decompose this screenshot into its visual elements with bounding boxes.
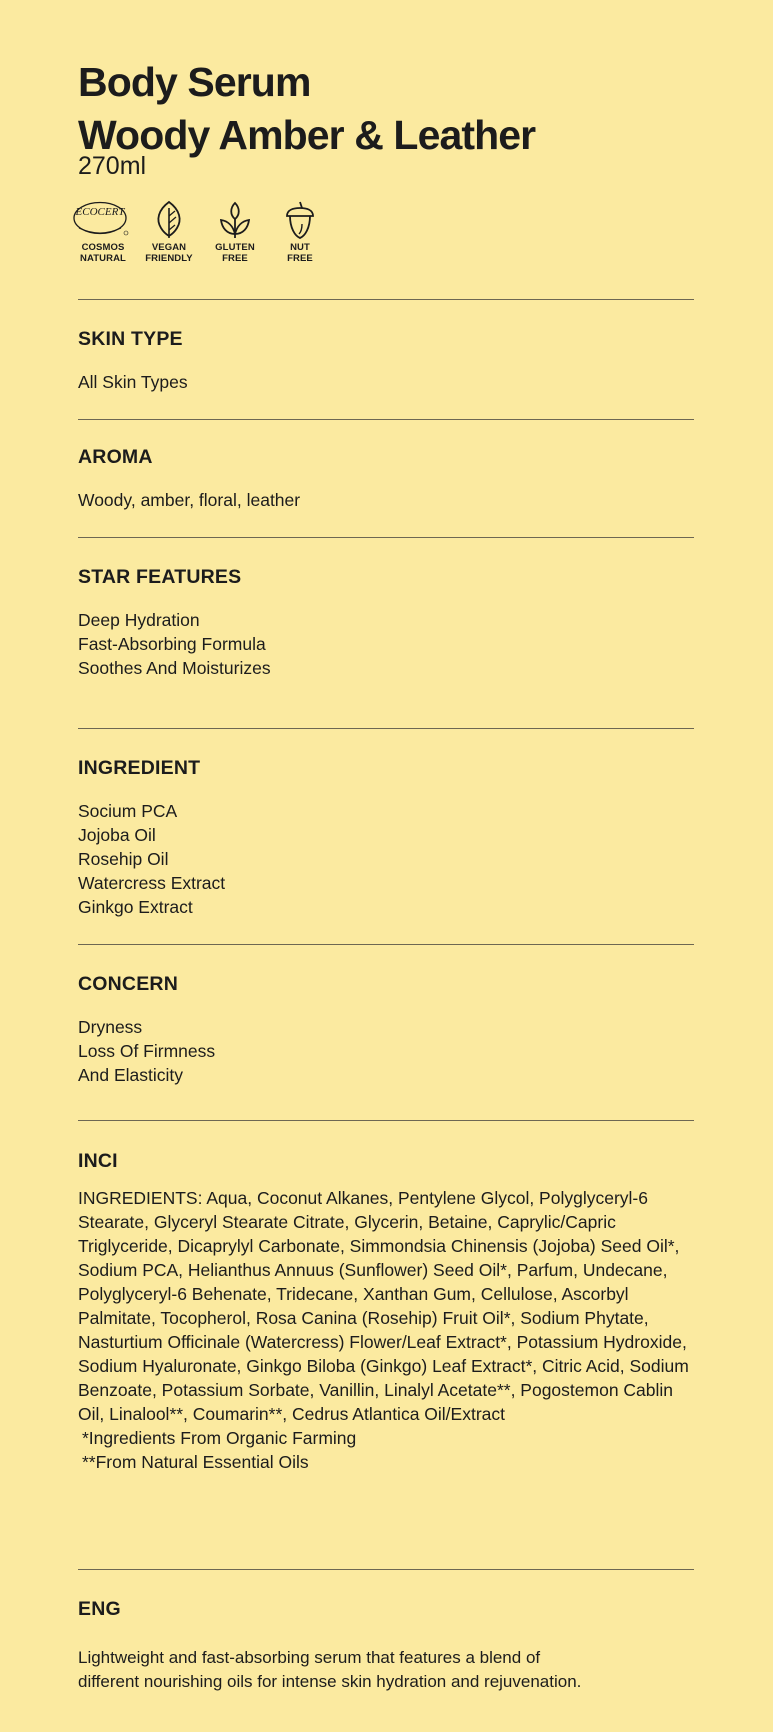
star-features-heading: STAR FEATURES bbox=[78, 566, 242, 588]
badge-label: NUT FREE bbox=[287, 242, 313, 264]
badge-gluten-free bbox=[200, 200, 270, 264]
title-line-1: Body Serum bbox=[78, 59, 311, 105]
eng-description bbox=[78, 1646, 698, 1694]
list-item: Rosehip Oil bbox=[78, 849, 169, 869]
list-item: Deep Hydration bbox=[78, 610, 200, 630]
inci-footnote: *Ingredients From Organic Farming bbox=[82, 1428, 357, 1448]
product-title bbox=[78, 56, 535, 162]
inci-ingredients-text: INGREDIENTS: Aqua, Coconut Alkanes, Pentylene Glycol, Polyglyceryl-6 Stearate, Glyceryl Stearate Citrate, Glycerin, Betaine, Caprylic/Capric Triglyceride, Dicaprylyl Carbonate, Simmondsia Chinensis (Jojoba) Seed Oil*, Sodium PCA, Helianthus Annuus (Sunflower) Seed Oil*, Parfum, Undecane, Polyglyceryl-6 Behenate, Tridecane, Xanthan Gum, Cellulose, Ascorbyl Palmitate, Tocopherol, Rosa Canina (Rosehip) Fruit Oil*, Sodium Phytate, Nasturtium Officinale (Watercress) Flower/Leaf Extract*, Potassium Hydroxide, Sodium Hyaluronate, Ginkgo Biloba (Ginkgo) Leaf Extract*, Citric Acid, Sodium Benzoate, Potassium Sorbate, Vanillin, Linalyl Acetate**, Pogostemon Cablin Oil, Linalool**, Coumarin**, Cedrus Atlantica Oil/Extract bbox=[78, 1188, 689, 1424]
list-item: Jojoba Oil bbox=[78, 825, 156, 845]
inci-block bbox=[78, 1186, 698, 1474]
skin-type-list bbox=[78, 370, 698, 394]
list-item: Watercress Extract bbox=[78, 873, 226, 893]
list-item: Loss Of Firmness bbox=[78, 1041, 216, 1061]
badge-label: COSMOS NATURAL bbox=[80, 242, 126, 264]
divider bbox=[78, 1569, 694, 1570]
leaf-icon bbox=[149, 200, 189, 240]
ecocert-logo-text: ECOCERT bbox=[75, 206, 125, 218]
eng-heading: ENG bbox=[78, 1598, 121, 1620]
divider bbox=[78, 419, 694, 420]
concern-list bbox=[78, 1015, 698, 1087]
list-item: Fast-Absorbing Formula bbox=[78, 634, 266, 654]
description-line: different nourishing oils for intense skin hydration and rejuvenation. bbox=[78, 1672, 582, 1691]
wheat-icon bbox=[215, 200, 255, 240]
star-features-list bbox=[78, 608, 698, 680]
divider bbox=[78, 728, 694, 729]
concern-heading: CONCERN bbox=[78, 973, 178, 995]
aroma-heading: AROMA bbox=[78, 446, 153, 468]
list-item: And Elasticity bbox=[78, 1065, 184, 1085]
description-line: Lightweight and fast-absorbing serum that features a blend of bbox=[78, 1648, 541, 1667]
divider bbox=[78, 944, 694, 945]
title-line-2: Woody Amber & Leather bbox=[78, 112, 536, 158]
divider bbox=[78, 299, 694, 300]
list-item: Soothes And Moisturizes bbox=[78, 658, 271, 678]
badge-vegan-friendly bbox=[134, 200, 204, 264]
badge-label: GLUTEN FREE bbox=[215, 242, 255, 264]
list-item: All Skin Types bbox=[78, 372, 188, 392]
inci-footnote: **From Natural Essential Oils bbox=[82, 1452, 309, 1472]
product-volume: 270ml bbox=[78, 152, 147, 180]
aroma-list bbox=[78, 488, 698, 512]
badge-label: VEGAN FRIENDLY bbox=[145, 242, 193, 264]
badge-cosmos-natural bbox=[68, 200, 138, 264]
ingredient-heading: INGREDIENT bbox=[78, 757, 201, 779]
ingredient-list bbox=[78, 799, 698, 919]
list-item: Woody, amber, floral, leather bbox=[78, 490, 301, 510]
acorn-icon bbox=[280, 200, 320, 240]
badge-nut-free bbox=[265, 200, 335, 264]
divider bbox=[78, 537, 694, 538]
ecocert-icon bbox=[73, 200, 133, 240]
list-item: Socium PCA bbox=[78, 801, 178, 821]
list-item: Dryness bbox=[78, 1017, 143, 1037]
divider bbox=[78, 1120, 694, 1121]
skin-type-heading: SKIN TYPE bbox=[78, 328, 183, 350]
list-item: Ginkgo Extract bbox=[78, 897, 193, 917]
certification-badges bbox=[75, 200, 378, 270]
inci-heading: INCI bbox=[78, 1150, 118, 1172]
